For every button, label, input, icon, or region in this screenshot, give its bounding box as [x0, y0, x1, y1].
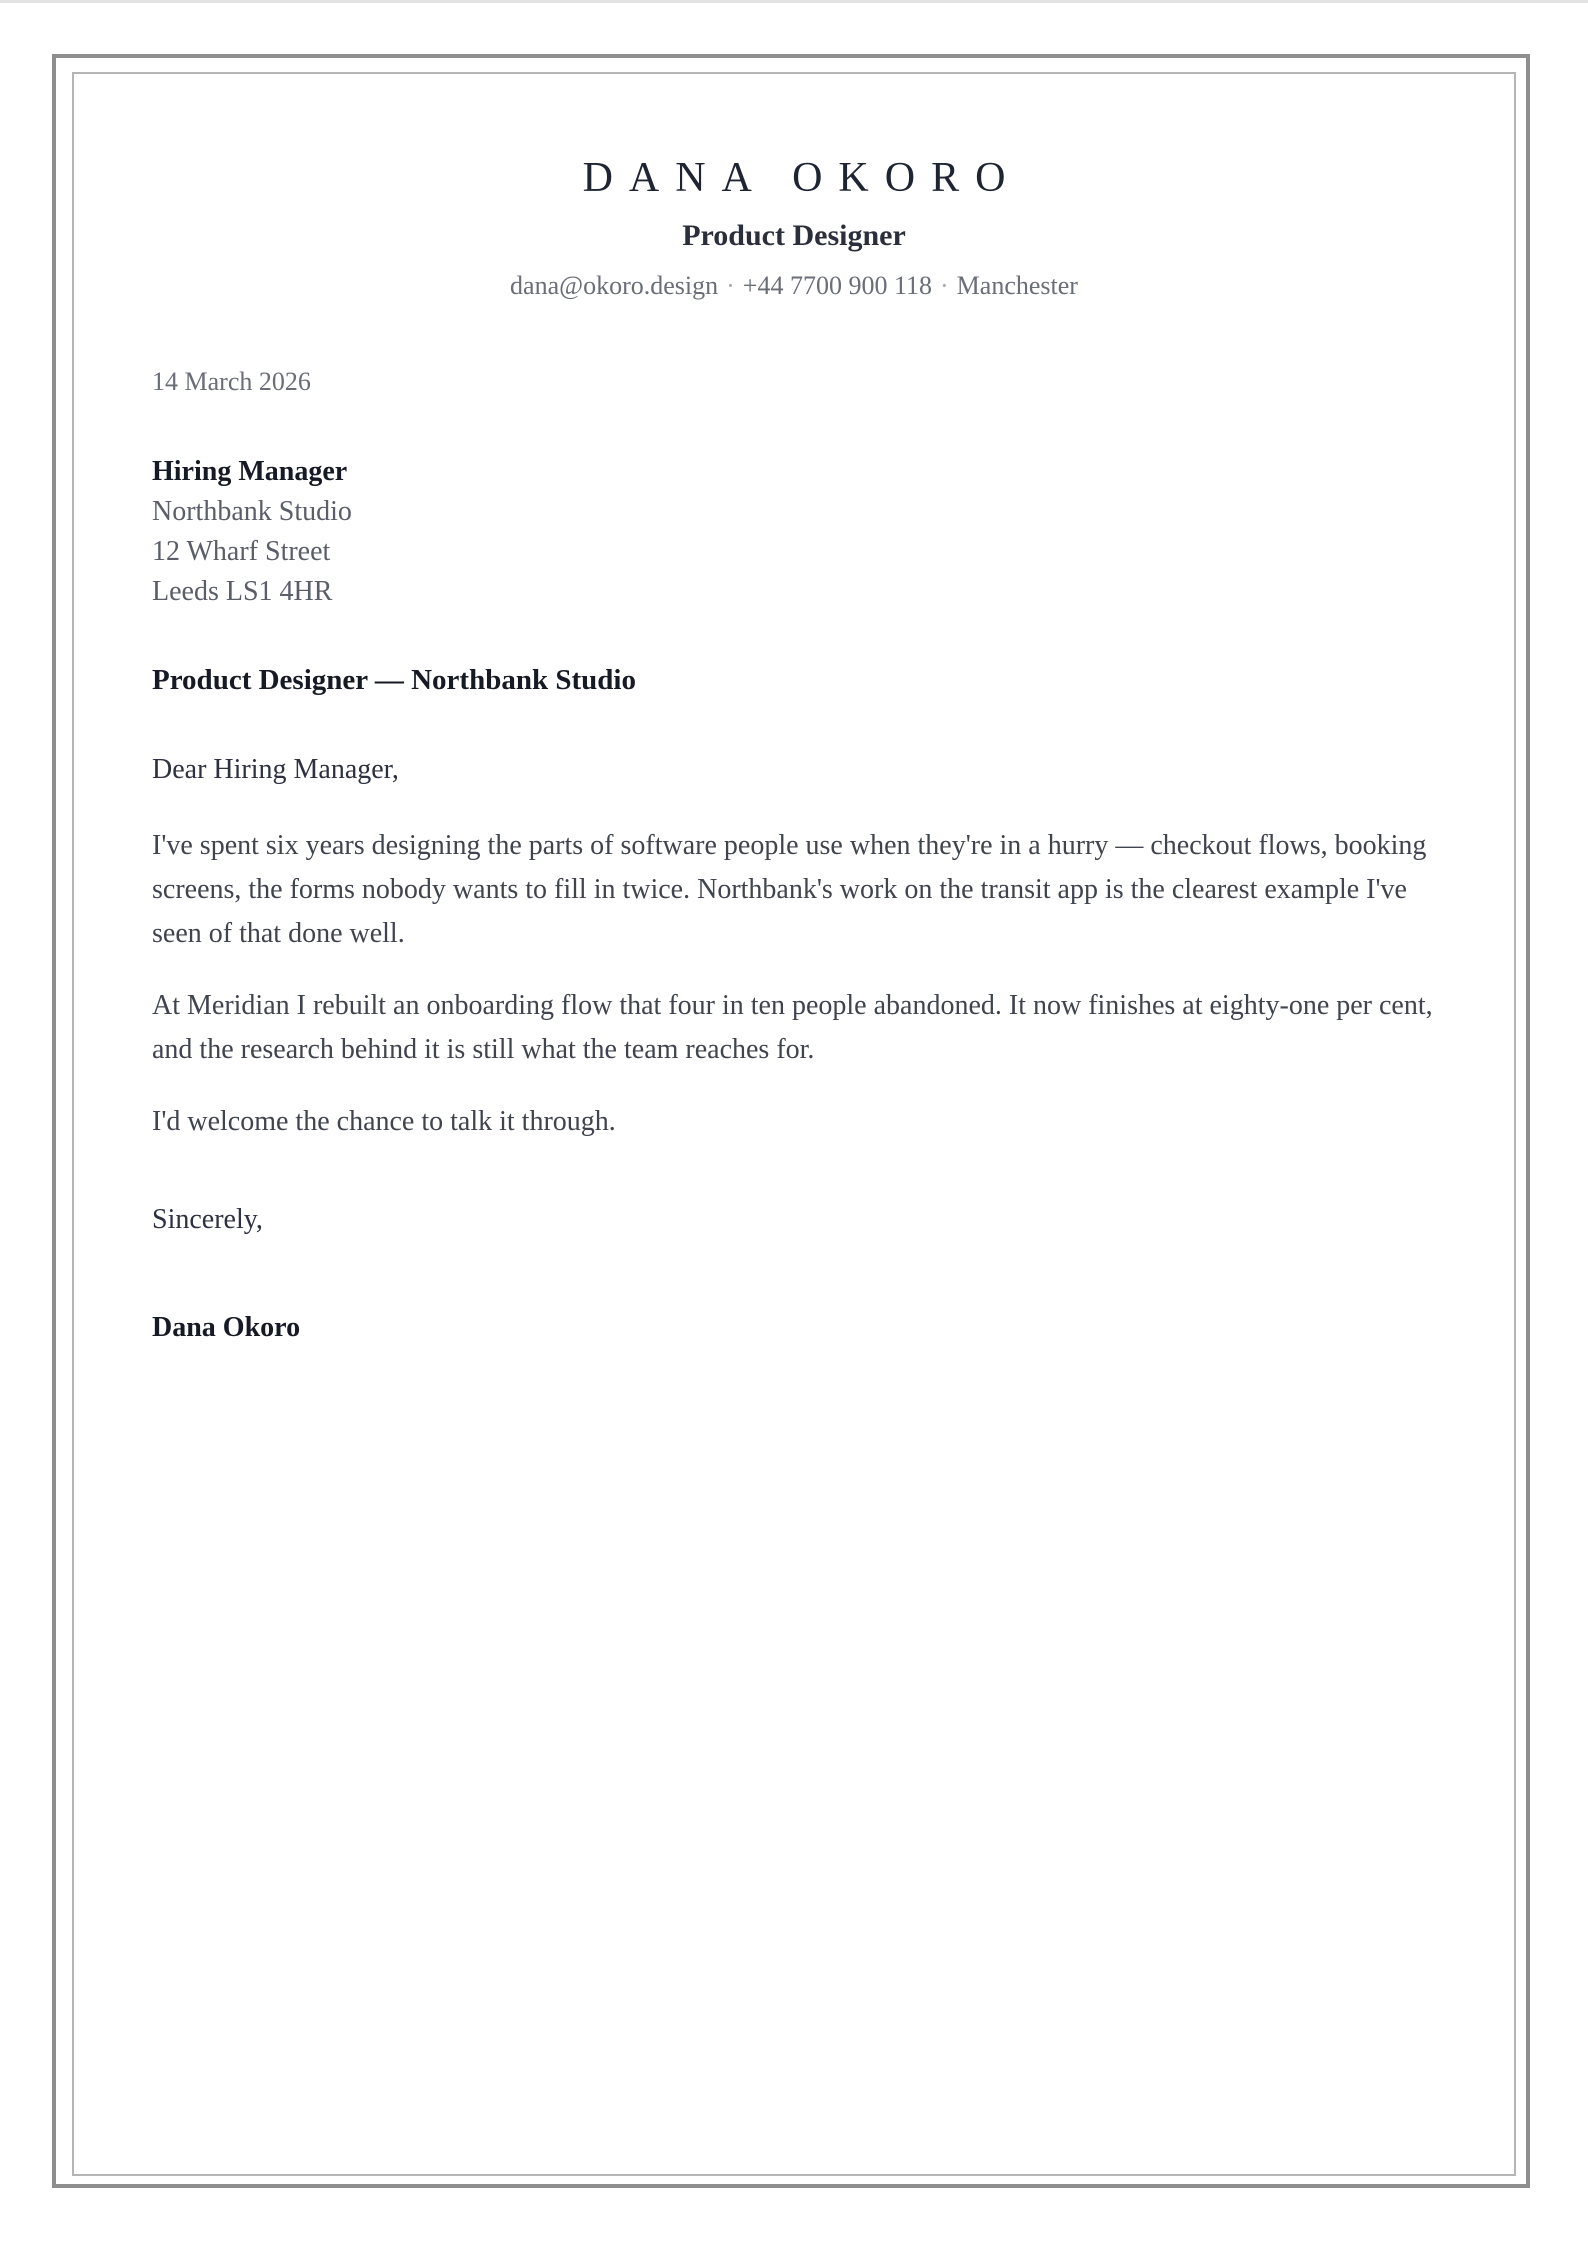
- recipient-name: Hiring Manager: [152, 456, 348, 487]
- body-paragraph: I've spent six years designing the parts of software people use when they're in a hurry — checkout flows, booking screens, the forms nobody wants to fill in twice. Northbank's work on the transit app is the clearest example I've seen of that done well.: [152, 830, 1427, 949]
- sender-title: Product Designer: [682, 219, 906, 252]
- body-paragraph: At Meridian I rebuilt an onboarding flow that four in ten people abandoned. It now finishes at eighty-one per cent, and the research behind it is still what the team reaches for.: [152, 990, 1433, 1065]
- body-paragraph: I'd welcome the chance to talk it through.: [152, 1106, 616, 1137]
- sender-phone: +44 7700 900 118: [742, 271, 932, 300]
- recipient-city: Leeds LS1 4HR: [152, 576, 333, 607]
- sender-location: Manchester: [956, 271, 1078, 300]
- contact-separator: ·: [940, 271, 949, 300]
- recipient-company: Northbank Studio: [152, 496, 352, 527]
- letter-salutation: Dear Hiring Manager,: [152, 754, 399, 785]
- letter-date: 14 March 2026: [152, 367, 311, 396]
- letter-closing: Sincerely,: [152, 1204, 263, 1235]
- letter-body: [152, 824, 1436, 1172]
- sender-email: dana@okoro.design: [510, 271, 719, 300]
- sender-name: DANA OKORO: [582, 155, 1022, 201]
- contact-separator: ·: [726, 271, 735, 300]
- letter-signature: Dana Okoro: [152, 1312, 301, 1343]
- letter-subject: Product Designer — Northbank Studio: [152, 664, 636, 696]
- top-rule: [0, 0, 1588, 3]
- recipient-block: [152, 452, 352, 612]
- sender-contact-line: [152, 268, 1436, 304]
- recipient-street: 12 Wharf Street: [152, 536, 331, 567]
